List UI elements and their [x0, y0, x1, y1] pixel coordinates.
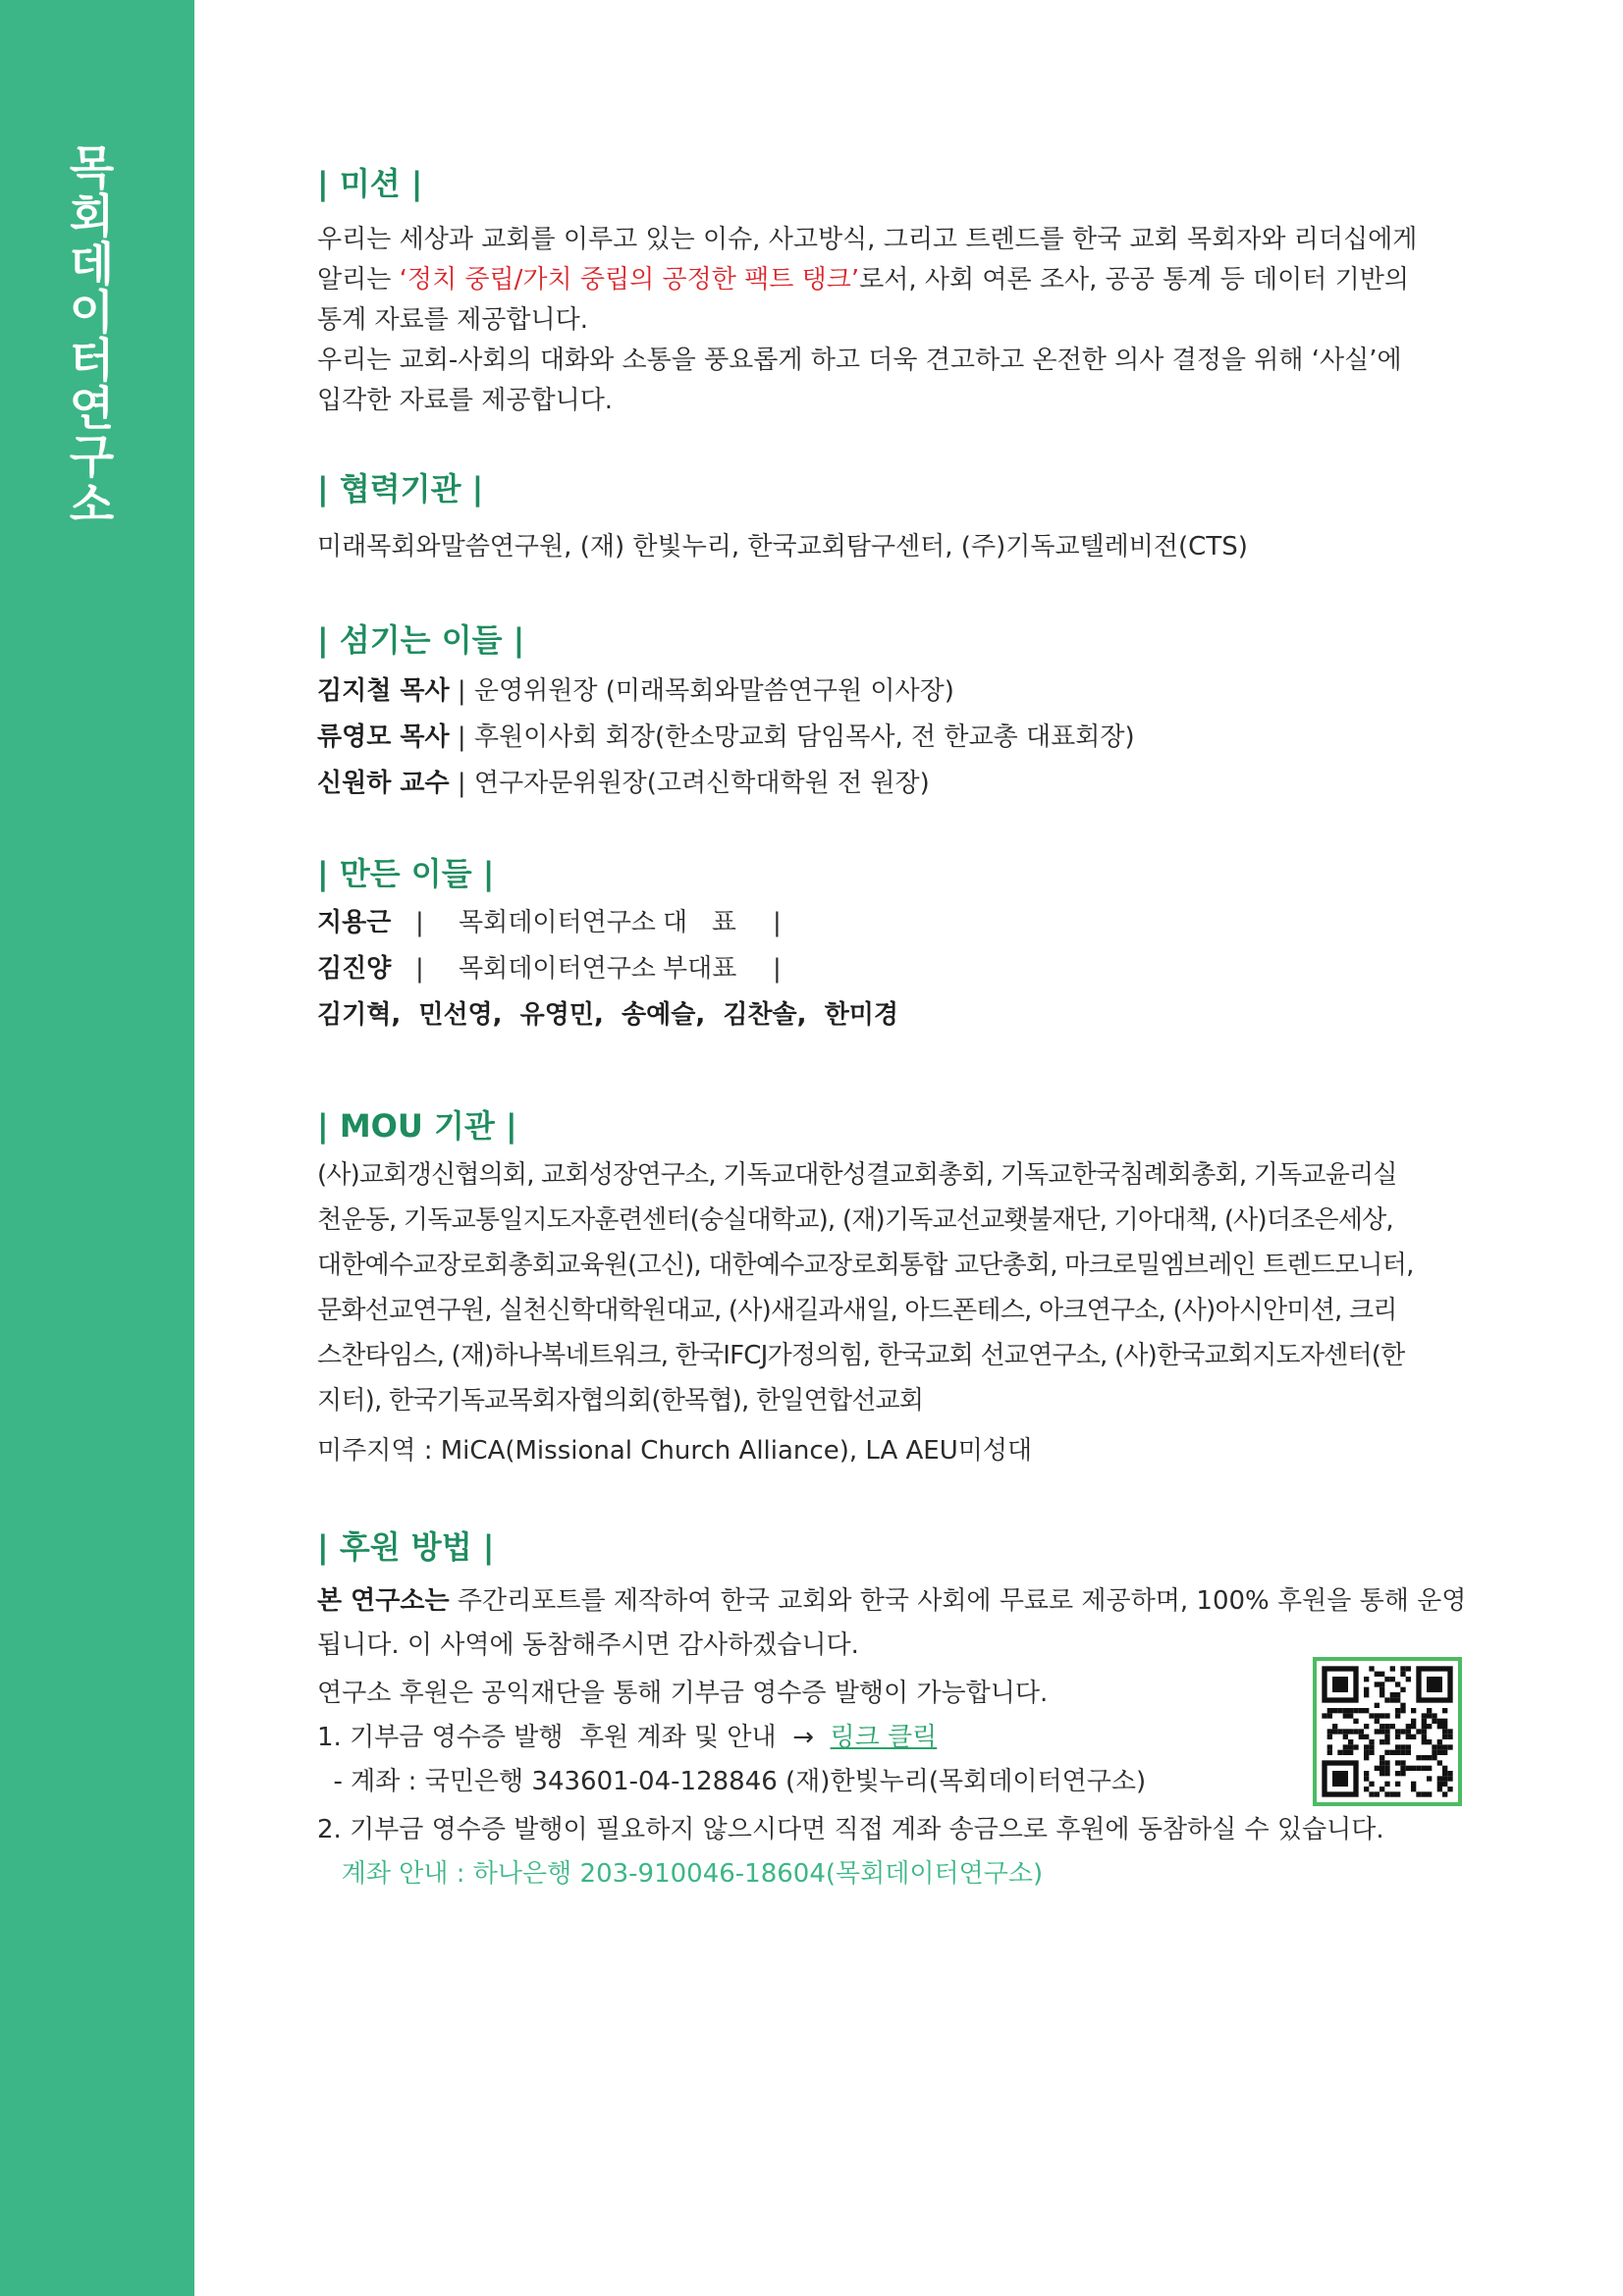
qr-code[interactable]	[1313, 1657, 1462, 1806]
sidebar-title: 목회데이터연구소	[61, 143, 115, 528]
mou-line: 천운동, 기독교통일지도자훈련센터(숭실대학교), (재)기독교선교횃불재단, 기아대책, (사)더조은세상,	[317, 1205, 1393, 1235]
mou-line: 지터), 한국기독교목회자협의회(한목협), 한일연합선교회	[317, 1386, 924, 1415]
maker-name: 김진양	[317, 954, 392, 984]
servants-list	[317, 668, 1495, 807]
maker-org: 목회데이터연구소	[459, 954, 656, 984]
maker-role: 부대표	[663, 954, 737, 984]
mission-line: 우리는 교회-사회의 대화와 소통을 풍요롭게 하고 더욱 견고하고 온전한 의사 결정을 위해 ‘사실’에	[317, 346, 1402, 375]
maker-row	[317, 900, 1495, 946]
support-intro	[317, 1579, 1495, 1624]
mission-line: 우리는 세상과 교회를 이루고 있는 이슈, 사고방식, 그리고 트렌드를 한국 교회 목회자와 리더십에게	[317, 225, 1418, 254]
sidebar	[0, 0, 194, 2296]
support-intro-line2: 됩니다. 이 사역에 동참해주시면 감사하겠습니다.	[317, 1630, 859, 1660]
support-intro-rest: 주간리포트를 제작하여 한국 교회와 한국 사회에 무료로 제공하며, 100% 후원을 통해 운영	[449, 1586, 1467, 1616]
maker-org: 목회데이터연구소	[459, 908, 656, 937]
mission-line-pre: 알리는	[317, 265, 400, 294]
mission-line: 통계 자료를 제공합니다.	[317, 305, 588, 335]
maker-end: |	[773, 954, 782, 984]
mou-line: 스찬타임스, (재)하나복네트워크, 한국IFCJ가정의힘, 한국교회 선교연구소, (사)한국교회지도자센터(한	[317, 1341, 1405, 1370]
servant-name: 류영모 목사	[317, 722, 450, 752]
servant-item	[317, 761, 1495, 807]
donation-link[interactable]: 링크 클릭	[830, 1723, 938, 1752]
makers-heading: | 만든 이들 |	[317, 855, 495, 892]
maker-role: 대 표	[663, 908, 737, 937]
mou-line: 대한예수교장로회총회교육원(고신), 대한예수교장로회통합 교단총회, 마크로밀엠브레인 트렌드모니터,	[317, 1251, 1414, 1280]
support-account-2: 계좌 안내 : 하나은행 203-910046-18604(목회데이터연구소)	[317, 1859, 1044, 1889]
maker-staff: 김기혁, 민선영, 유영민, 송예슬, 김찬솔, 한미경	[317, 1000, 898, 1030]
partners-section	[317, 468, 1495, 567]
servant-role: | 연구자문위원장(고려신학대학원 전 원장)	[449, 769, 930, 798]
maker-name: 지용근	[317, 908, 392, 937]
makers-list	[317, 900, 1495, 1039]
servant-item	[317, 668, 1495, 715]
support-item-1-text: 1. 기부금 영수증 발행 후원 계좌 및 안내 →	[317, 1723, 831, 1752]
support-intro-bold: 본 연구소는	[317, 1586, 450, 1616]
support-item-2: 2. 기부금 영수증 발행이 필요하지 않으시다면 직접 계좌 송금으로 후원에 동참하실 수 있습니다.	[317, 1815, 1384, 1844]
mission-section	[317, 163, 1495, 421]
mou-line: (사)교회갱신협의회, 교회성장연구소, 기독교대한성결교회총회, 기독교한국침례회총회, 기독교윤리실	[317, 1160, 1397, 1190]
mou-list	[317, 1152, 1495, 1423]
mou-section	[317, 1105, 1495, 1471]
servant-role: | 후원이사회 회장(한소망교회 담임목사, 전 한교총 대표회장)	[449, 722, 1135, 752]
mission-line	[317, 260, 1495, 300]
mission-line: 입각한 자료를 제공합니다.	[317, 386, 614, 415]
servant-item	[317, 715, 1495, 761]
mission-line-post: 로서, 사회 여론 조사, 공공 통계 등 데이터 기반의	[859, 265, 1409, 294]
support-receipt: 연구소 후원은 공익재단을 통해 기부금 영수증 발행이 가능합니다.	[317, 1679, 1049, 1708]
partners-heading: | 협력기관 |	[317, 470, 484, 507]
maker-row	[317, 946, 1495, 992]
support-account-1: - 계좌 : 국민은행 343601-04-128846 (재)한빛누리(목회데이터연구소)	[317, 1767, 1147, 1796]
partners-text: 미래목회와말씀연구원, (재) 한빛누리, 한국교회탐구센터, (주)기독교텔레비전(CTS)	[317, 532, 1248, 561]
support-heading: | 후원 방법 |	[317, 1528, 495, 1566]
mou-line: 문화선교연구원, 실천신학대학원대교, (사)새길과새일, 아드폰테스, 아크연구소, (사)아시안미션, 크리	[317, 1296, 1397, 1325]
mission-heading: | 미션 |	[317, 165, 423, 202]
qr-code-icon	[1317, 1661, 1458, 1802]
makers-section	[317, 853, 1495, 1039]
maker-end: |	[773, 908, 782, 937]
mou-overseas: 미주지역 : MiCA(Missional Church Alliance), LA AEU미성대	[317, 1436, 1033, 1466]
servants-section	[317, 619, 1495, 807]
servant-name: 김지철 목사	[317, 676, 450, 706]
servant-role: | 운영위원장 (미래목회와말씀연구원 이사장)	[449, 676, 954, 706]
mission-text	[317, 220, 1495, 421]
maker-sep: |	[415, 954, 424, 984]
servant-name: 신원하 교수	[317, 769, 450, 798]
mou-heading: | MOU 기관 |	[317, 1107, 517, 1145]
maker-sep: |	[415, 908, 424, 937]
servants-heading: | 섬기는 이들 |	[317, 621, 525, 659]
fact-tank-highlight: ‘정치 중립/가치 중립의 공정한 팩트 탱크’	[399, 265, 860, 294]
